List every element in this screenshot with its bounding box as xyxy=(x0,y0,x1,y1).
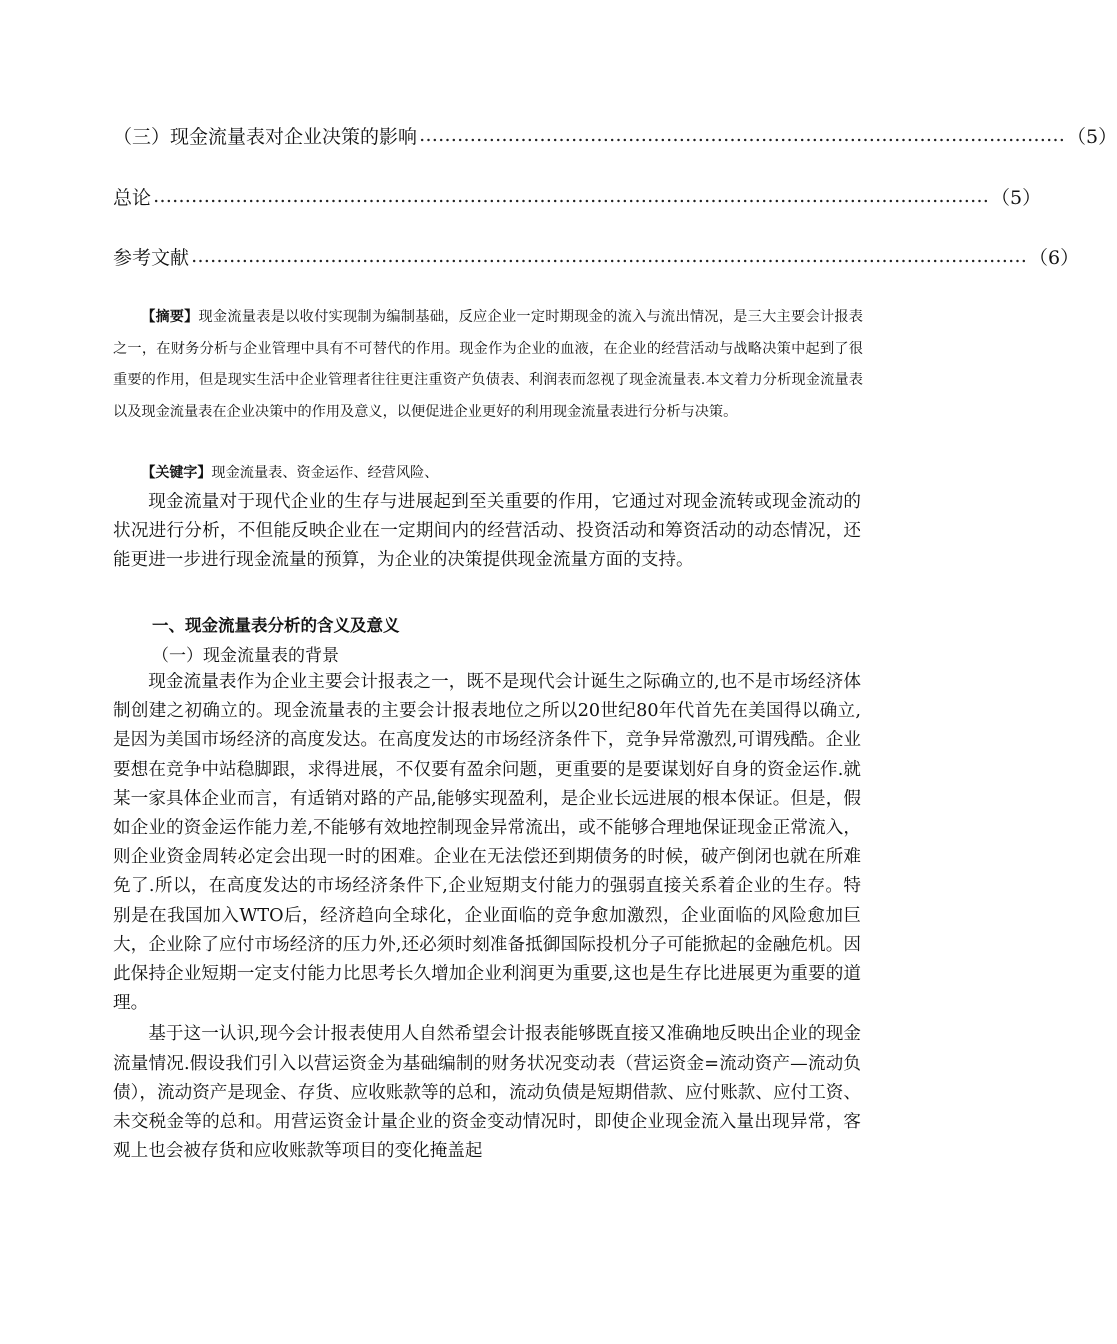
abstract xyxy=(113,302,863,428)
keywords-label: 【关键字】 xyxy=(141,465,212,481)
toc-entry-title: 总论 xyxy=(113,186,152,209)
toc-entry[interactable] xyxy=(113,178,1042,214)
body-paragraphs xyxy=(113,668,861,1166)
keywords xyxy=(113,458,863,490)
toc-entry-page: （5） xyxy=(991,186,1042,209)
toc-entry[interactable] xyxy=(113,238,1080,274)
intro-paragraph xyxy=(113,488,861,576)
toc-leader-dots: …………………………………………………………………………………………………………………… xyxy=(191,245,1028,267)
toc-entry-title: （三）现金流量表对企业决策的影响 xyxy=(113,125,418,148)
intro-text: 现金流量对于现代企业的生存与进展起到至关重要的作用，它通过对现金流转或现金流动的状况进行分析，不但能反映企业在一定期间内的经营活动、投资活动和筹资活动的动态情况，还能更进一步进行现金流量的预算，为企业的决策提供现金流量方面的支持。 xyxy=(113,492,861,571)
toc-entry-page: （5） xyxy=(1067,125,1117,148)
section-heading: 一、现金流量表分析的含义及意义 xyxy=(152,616,400,635)
toc-entry-page: （6） xyxy=(1029,246,1080,269)
toc-entry[interactable] xyxy=(113,117,1117,153)
paragraph-background: 现金流量表作为企业主要会计报表之一，既不是现代会计诞生之际确立的,也不是市场经济体制创建之初确立的。现金流量表的主要会计报表地位之所以20世纪80年代首先在美国得以确立,是因为美国市场经济的高度发达。在高度发达的市场经济条件下，竞争异常激烈,可谓残酷。企业要想在竞争中站稳脚跟，求得进展，不仅要有盈余问题，更重要的是要谋划好自身的资金运作.就某一家具体企业而言，有适销对路的产品,能够实现盈利，是企业长远进展的根本保证。但是，假如企业的资金运作能力差,不能够有效地控制现金异常流出，或不能够合理地保证现金正常流入，则企业资金周转必定会出现一时的困难。企业在无法偿还到期债务的时候，破产倒闭也就在所难免了.所以，在高度发达的市场经济条件下,企业短期支付能力的强弱直接关系着企业的生存。特别是在我国加入WTO后，经济趋向全球化，企业面临的竞争愈加激烈，企业面临的风险愈加巨大，企业除了应付市场经济的压力外,还必须时刻准备抵御国际投机分子可能掀起的金融危机。因此保持企业短期一定支付能力比思考长久增加企业利润更为重要,这也是生存比进展更为重要的道理。 xyxy=(113,672,861,1014)
abstract-label: 【摘要】 xyxy=(141,309,199,325)
toc-entry-title: 参考文献 xyxy=(113,246,190,269)
toc-leader-dots: ………………………………………………………………………………………… xyxy=(419,124,1066,146)
abstract-text: 现金流量表是以收付实现制为编制基础，反应企业一定时期现金的流入与流出情况，是三大主要会计报表之一，在财务分析与企业管理中具有不可替代的作用。现金作为企业的血液，在企业的经营活动与战略决策中起到了很重要的作用，但是现实生活中企业管理者往往更注重资产负债表、利润表而忽视了现金流量表.本文着力分析现金流量表以及现金流量表在企业决策中的作用及意义，以便促进企业更好的利用现金流量表进行分析与决策。 xyxy=(113,309,863,420)
toc-leader-dots: …………………………………………………………………………………………………………………… xyxy=(153,185,990,207)
paragraph-working-capital: 基于这一认识,现今会计报表使用人自然希望会计报表能够既直接又准确地反映出企业的现金流量情况.假设我们引入以营运资金为基础编制的财务状况变动表（营运资金=流动资产—流动负债），流动资产是现金、存货、应收账款等的总和，流动负债是短期借款、应付账款、应付工资、未交税金等的总和。用营运资金计量企业的资金变动情况时，即使企业现金流入量出现异常，客观上也会被存货和应收账款等项目的变化掩盖起 xyxy=(113,1024,861,1162)
keywords-text: 现金流量表、资金运作、经营风险、 xyxy=(211,465,439,481)
subsection-heading: （一）现金流量表的背景 xyxy=(152,646,339,666)
